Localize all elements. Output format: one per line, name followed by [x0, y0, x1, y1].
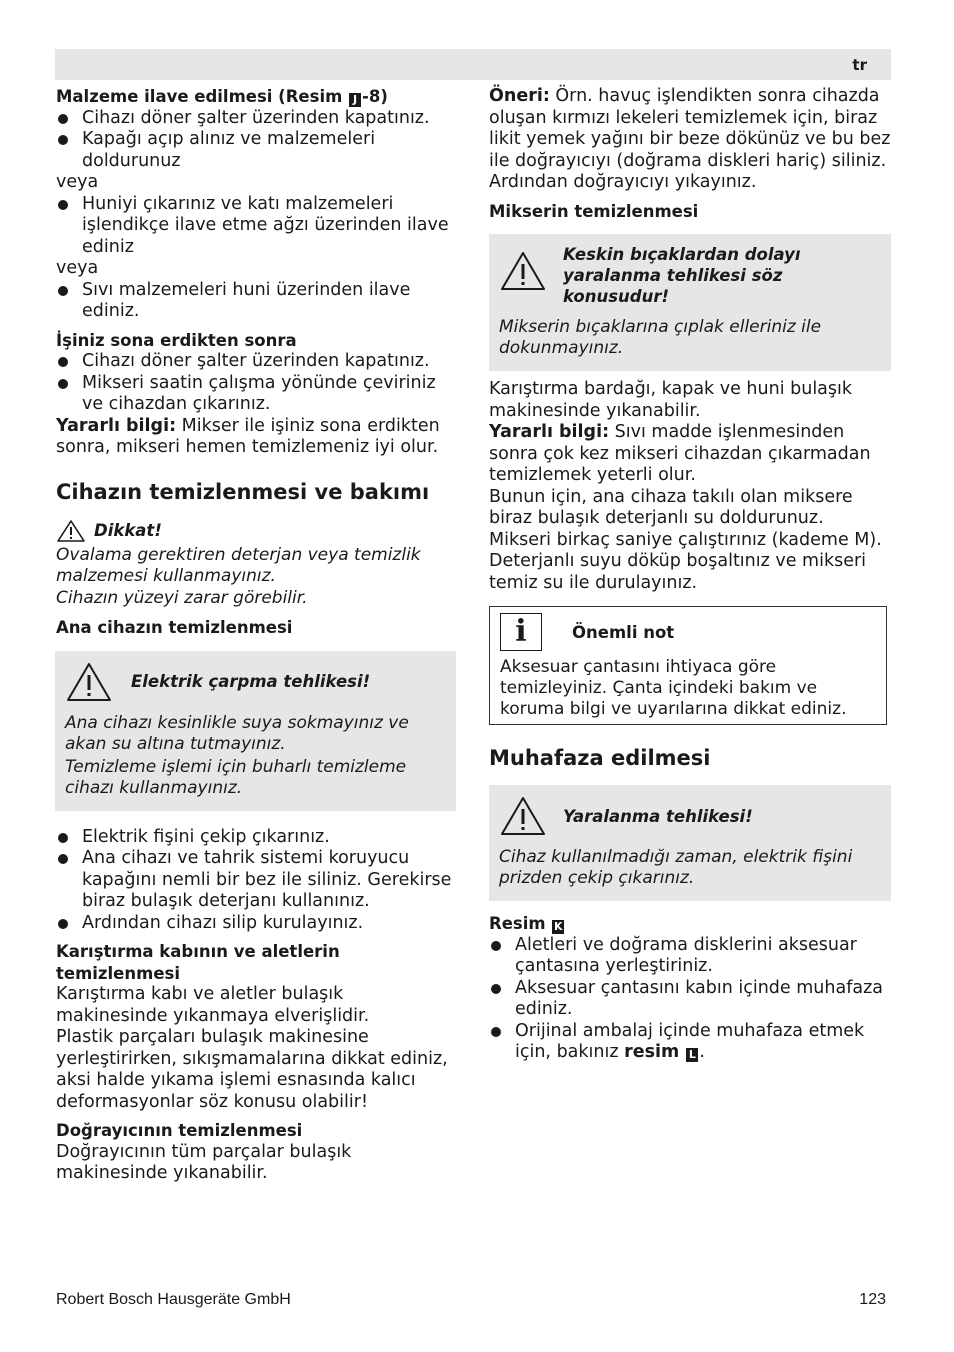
warning-box-injury [489, 785, 891, 901]
figure-ref-icon: J [349, 93, 361, 107]
or-text: veya [56, 258, 99, 278]
header-bar [55, 49, 891, 80]
note-title: Önemli not [572, 622, 675, 642]
bullet-list [56, 351, 456, 416]
page-number: 123 [859, 1291, 886, 1308]
bullet-list [56, 108, 456, 173]
warning-text: Ana cihazı kesinlikle suya sokmayınız ve akan su altına tutmayınız. [65, 712, 409, 754]
paragraph: Plastik parçaları bulaşık makinesine yerleştirirken, sıkışmamalarına dikkat ediniz, aksi halde yıkama işlemi esnasında kalıcı deformasyonlar söz konusu olabilir! [56, 1027, 448, 1112]
list-item: Kapağı açıp alınız ve malzemeleri doldurunuz [56, 129, 456, 172]
left-column [56, 86, 456, 1185]
list-item: Mikseri saatin çalışma yönünde çeviriniz ve cihazdan çıkarınız. [56, 373, 456, 416]
list-item: Orijinal ambalaj içinde muhafaza etmek için, bakınız resim L . [489, 1021, 891, 1064]
warning-box-blades [489, 234, 891, 371]
info-icon: i [500, 613, 542, 651]
list-item: Huniyi çıkarınız ve katı malzemeleri işlendikçe ilave etme ağzı üzerinden ilave ediniz [56, 194, 456, 259]
section-title-chopper: Doğrayıcının temizlenmesi [56, 1121, 303, 1140]
or-text: veya [56, 172, 99, 192]
warning-text: Temizleme işlemi için buharlı temizleme cihazı kullanmayınız. [65, 756, 407, 798]
bullet-list [489, 935, 891, 1064]
right-column [489, 86, 891, 1064]
section-title-main-unit: Ana cihazın temizlenmesi [56, 618, 293, 637]
important-note-box [489, 606, 887, 725]
figure-label: Resim K [489, 914, 563, 933]
warning-triangle-icon [65, 661, 113, 703]
list-item: Aletleri ve doğrama disklerini aksesuar çantasına yerleştiriniz. [489, 935, 891, 978]
caution-text: Cihazın yüzeyi zarar görebilir. [56, 587, 308, 608]
tip-paragraph: Yararlı bilgi: Mikser ile işiniz sona erdikten sonra, mikseri hemen temizlemeniz iyi olur. [56, 415, 440, 457]
warning-triangle-icon [499, 795, 547, 837]
section-title-bowl: Karıştırma kabının ve aletlerin temizlenmesi [56, 942, 340, 983]
language-code: tr [852, 56, 867, 74]
section-title-after-work: İşiniz sona erdikten sonra [56, 330, 297, 350]
note-header [500, 613, 876, 651]
caution-title: Dikkat! [94, 521, 162, 540]
recommendation-paragraph: Öneri: Örn. havuç işlendikten sonra cihazda oluşan kırmızı lekeleri temizlemek için, biraz likit yemek yağını bir beze dökünüz ve bu bez ile doğrayıcıyı (doğrama diskleri hariç) siliniz. Ardından doğrayıcıyı yıkayınız. [489, 86, 891, 192]
list-item: Cihazı döner şalter üzerinden kapatınız. [56, 351, 456, 373]
figure-ref-icon: L [686, 1048, 698, 1062]
tip-paragraph: Yararlı bilgi: Sıvı madde işlenmesinden sonra çok kez mikseri cihazdan çıkarmadan temizlemek yeterli olur. [489, 422, 871, 485]
list-item: Aksesuar çantasını kabın içinde muhafaza ediniz. [489, 978, 891, 1021]
warning-title: Yaralanma tehlikesi! [563, 806, 753, 826]
warning-text: Cihaz kullanılmadığı zaman, elektrik fişini prizden çekip çıkarınız. [499, 847, 853, 888]
warning-title: Keskin bıçaklardan dolayı yaralanma tehlikesi söz konusudur! [563, 245, 801, 306]
heading-cleaning-care: Cihazın temizlenmesi ve bakımı [56, 479, 430, 504]
company-name: Robert Bosch Hausgeräte GmbH [56, 1291, 291, 1308]
bullet-list [56, 827, 456, 935]
page-footer [56, 1291, 886, 1309]
bullet-list [56, 280, 456, 323]
figure-ref-icon: K [554, 920, 563, 933]
warning-box-electric [55, 651, 456, 811]
warning-triangle-icon [499, 250, 547, 292]
warning-header [499, 795, 881, 837]
note-text: Aksesuar çantasını ihtiyaca göre temizleyiniz. Çanta içindeki bakım ve koruma bilgi ve uyarılarına dikkat ediniz. [500, 657, 847, 719]
list-item: Cihazı döner şalter üzerinden kapatınız. [56, 108, 456, 130]
paragraph: Mikseri birkaç saniye çalıştırınız (kademe M). Deterjanlı suyu döküp boşaltınız ve mikseri temiz su ile durulayınız. [489, 529, 882, 593]
warning-header [65, 661, 446, 703]
list-item: Sıvı malzemeleri huni üzerinden ilave ediniz. [56, 280, 456, 323]
bullet-list [56, 194, 456, 259]
caution-text: Ovalama gerektiren deterjan veya temizlik malzemesi kullanmayınız. [56, 544, 421, 586]
list-item: Ana cihazı ve tahrik sistemi koruyucu kapağını nemli bir bez ile siliniz. Gerekirse biraz bulaşık deterjanı kullanınız. [56, 848, 456, 913]
paragraph: Bunun için, ana cihaza takılı olan miksere biraz bulaşık deterjanlı su doldurunuz. [489, 486, 853, 528]
heading-storage: Muhafaza edilmesi [489, 746, 711, 770]
caution-header [56, 519, 456, 543]
list-item: Ardından cihazı silip kurulayınız. [56, 913, 456, 935]
paragraph: Doğrayıcının tüm parçalar bulaşık makinesinde yıkanabilir. [56, 1141, 352, 1183]
section-title-add-ingredients: Malzeme ilave edilmesi (Resim J -8) [56, 87, 388, 106]
section-title-mixer: Mikserin temizlenmesi [489, 201, 699, 221]
warning-header [499, 244, 881, 307]
warning-text: Mikserin bıçaklarına çıplak elleriniz ile dokunmayınız. [499, 317, 822, 358]
warning-title: Elektrik çarpma tehlikesi! [131, 672, 371, 691]
paragraph: Karıştırma kabı ve aletler bulaşık makinesinde yıkanmaya elverişlidir. [56, 984, 370, 1026]
paragraph: Karıştırma bardağı, kapak ve huni bulaşık makinesinde yıkanabilir. [489, 379, 853, 421]
list-item: Elektrik fişini çekip çıkarınız. [56, 827, 456, 849]
warning-triangle-icon [56, 519, 86, 543]
